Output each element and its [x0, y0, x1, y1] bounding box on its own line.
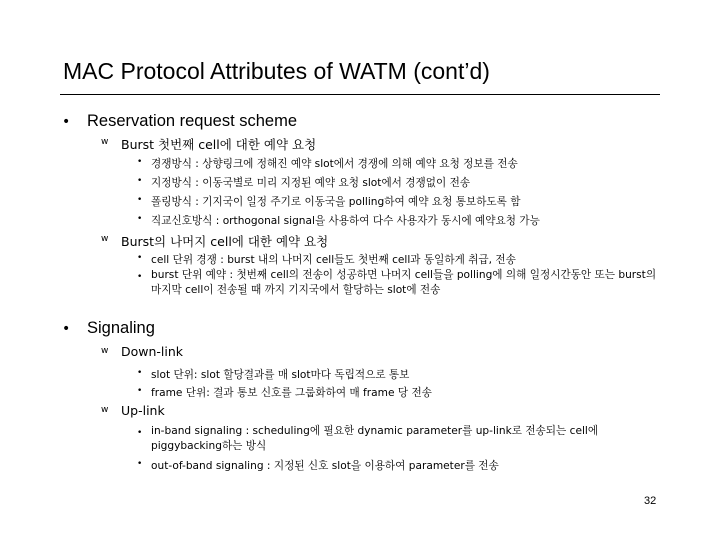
downlink-label: Down-link — [121, 344, 184, 359]
bullet: • — [137, 214, 143, 224]
bullet: • — [137, 176, 143, 186]
list-item: 폴링방식 : 기지국이 일정 주기로 이동국을 polling하여 예약 요청 통보하도록 함 — [151, 196, 521, 208]
bullet: w — [101, 346, 109, 356]
bullet: • — [137, 428, 143, 438]
bullet: • — [137, 368, 143, 378]
list-item: 경쟁방식 : 상향링크에 정해진 예약 slot에서 경쟁에 의해 예약 요청 정보를 전송 — [151, 158, 518, 170]
list-item: in-band signaling : scheduling에 필요한 dynamic parameter를 up-link로 전송되는 cell에 piggybacking하는 방식 — [151, 425, 599, 452]
reservation-heading: Reservation request scheme — [87, 112, 298, 130]
bullet: • — [137, 253, 143, 263]
bullet: • — [137, 386, 143, 396]
bullet: • — [62, 321, 71, 337]
bullet: w — [101, 405, 109, 415]
list-item: 직교신호방식 : orthogonal signal을 사용하여 다수 사용자가 동시에 예약요청 가능 — [151, 215, 540, 227]
bullet: • — [137, 459, 143, 469]
bullet: w — [101, 234, 109, 244]
bullet: w — [101, 137, 109, 147]
uplink-label: Up-link — [121, 403, 165, 418]
burst-first-label: Burst 첫번째 cell에 대한 예약 요청 — [121, 137, 317, 152]
page-number: 32 — [644, 495, 657, 507]
slide-title: MAC Protocol Attributes of WATM (cont’d) — [63, 58, 490, 84]
signaling-heading: Signaling — [87, 319, 155, 337]
list-item: cell 단위 경쟁 : burst 내의 나머지 cell들도 첫번째 cell과 동일하게 취급, 전송 — [151, 254, 516, 266]
list-item: burst 단위 예약 : 첫번째 cell의 전송이 성공하면 나머지 cell들을 polling에 의해 일정시간동안 또는 burst의 마지막 cell이 전송될 때 까지 기지국에서 할당하는 slot에 전송 — [151, 269, 657, 296]
bullet: • — [137, 157, 143, 167]
list-item: frame 단위: 결과 통보 신호를 그룹화하여 매 frame 당 전송 — [151, 387, 432, 399]
burst-rest-label: Burst의 나머지 cell에 대한 예약 요청 — [121, 234, 329, 249]
bullet: • — [137, 195, 143, 205]
list-item: out-of-band signaling : 지정된 신호 slot을 이용하여 parameter를 전송 — [151, 460, 499, 472]
list-item: slot 단위: slot 할당결과를 매 slot마다 독립적으로 통보 — [151, 369, 410, 381]
bullet: • — [137, 272, 143, 282]
bullet: • — [62, 114, 71, 130]
list-item: 지정방식 : 이동국별로 미리 지정된 예약 요청 slot에서 경쟁없이 전송 — [151, 177, 471, 189]
title-divider — [60, 94, 660, 95]
